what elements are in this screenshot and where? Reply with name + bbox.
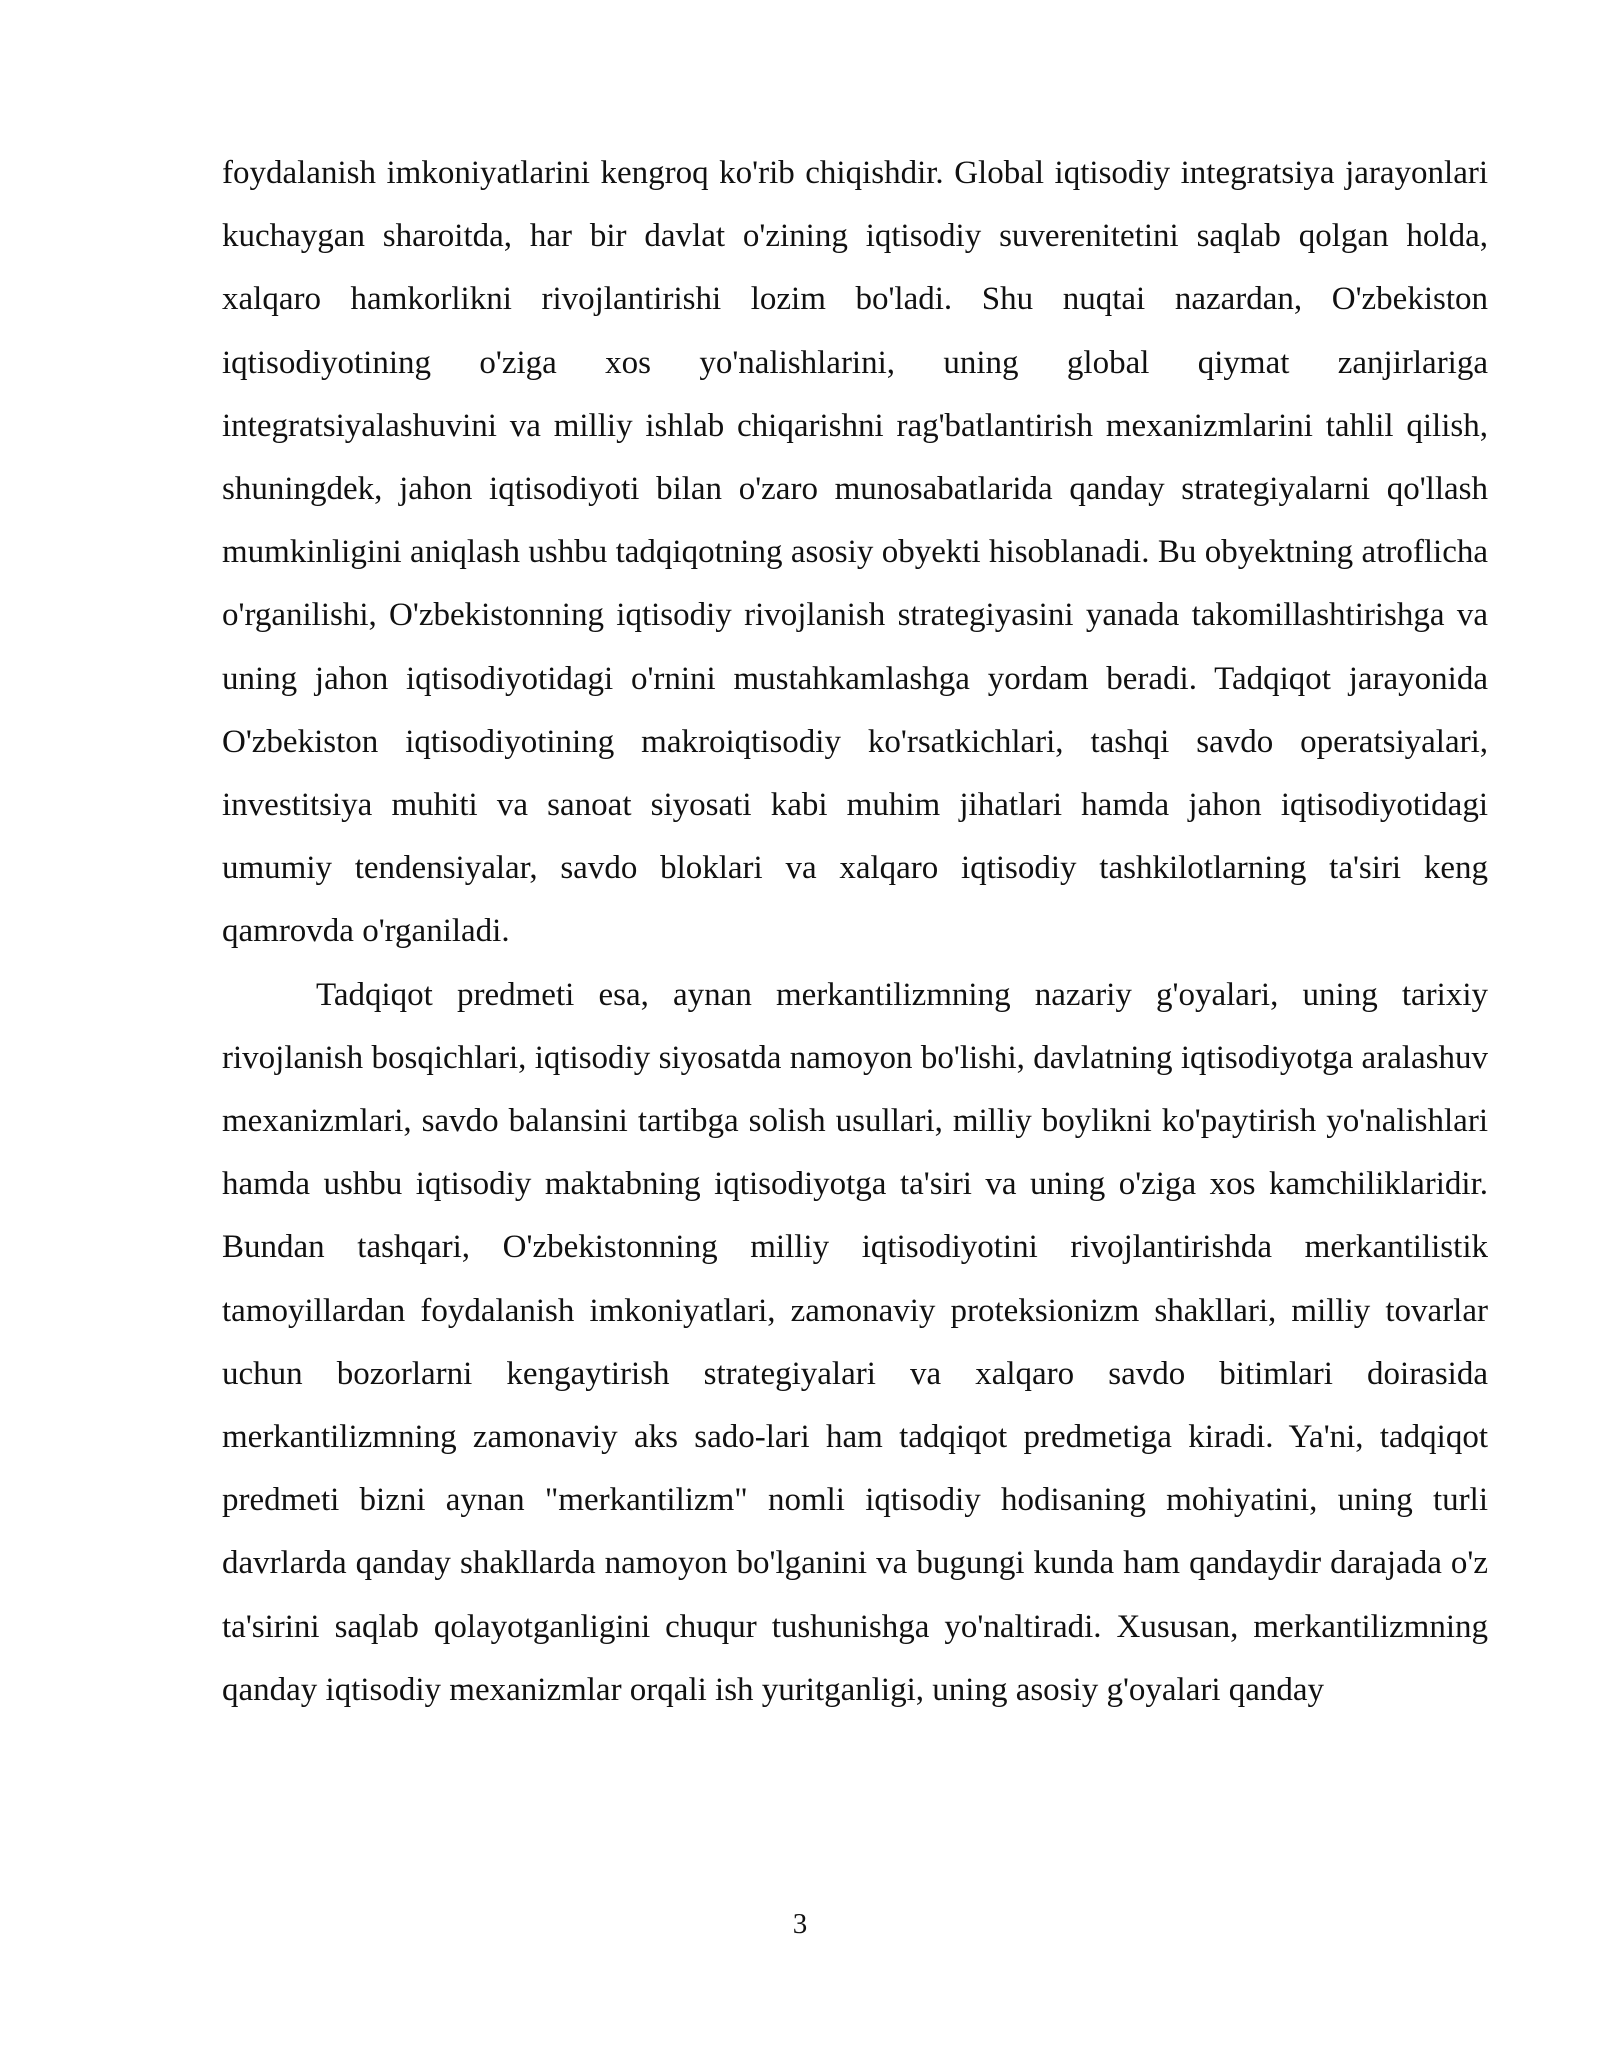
paragraph-research-subject: Tadqiqot predmeti esa, aynan merkantilizmning nazariy g'oyalari, uning tarixiy rivojlanish bosqichlari, iqtisodiy siyosatda namoyon bo'lishi, davlatning iqtisodiyotga aralashuv mexanizmlari, savdo balansini tartibga solish usullari, milliy boylikni ko'paytirish yo'nalishlari hamda ushbu iqtisodiy maktabning iqtisodiyotga ta'siri va uning o'ziga xos kamchiliklaridir. Bundan tashqari, O'zbekistonning milliy iqtisodiyotini rivojlantirishda merkantilistik tamoyillardan foydalanish imkoniyatlari, zamonaviy proteksionizm shakllari, milliy tovarlar uchun bozorlarni kengaytirish strategiyalari va xalqaro savdo bitimlari doirasida merkantilizmning zamonaviy aks sado-lari ham tadqiqot predmetiga kiradi. Ya'ni, tadqiqot predmeti bizni aynan "merkantilizm" nomli iqtisodiy hodisaning mohiyatini, uning turli davrlarda qanday shakllarda namoyon bo'lganini va bugungi kunda ham qandaydir darajada o'z ta'sirini saqlab qolayotganligini chuqur tushunishga yo'naltiradi. Xususan, merkantilizmning qanday iqtisodiy mexanizmlar orqali ish yuritganligi, uning asosiy g'oyalari qanday [222, 976, 1488, 1708]
paragraph-continuation: foydalanish imkoniyatlarini kengroq ko'rib chiqishdir. Global iqtisodiy integratsiya jarayonlari kuchaygan sharoitda, har bir davlat o'zining iqtisodiy suverenitetini saqlab qolgan holda, xalqaro hamkorlikni rivojlantirishi lozim bo'ladi. Shu nuqtai nazardan, O'zbekiston iqtisodiyotining o'ziga xos yo'nalishlarini, uning global qiymat zanjirlariga integratsiyalashuvini va milliy ishlab chiqarishni rag'batlantirish mexanizmlarini tahlil qilish, shuningdek, jahon iqtisodiyoti bilan o'zaro munosabatlarida qanday strategiyalarni qo'llash mumkinligini aniqlash ushbu tadqiqotning asosiy obyekti hisoblanadi. Bu obyektning atroflicha o'rganilishi, O'zbekistonning iqtisodiy rivojlanish strategiyasini yanada takomillashtirishga va uning jahon iqtisodiyotidagi o'rnini mustahkamlashga yordam beradi. Tadqiqot jarayonida O'zbekiston iqtisodiyotining makroiqtisodiy ko'rsatkichlari, tashqi savdo operatsiyalari, investitsiya muhiti va sanoat siyosati kabi muhim jihatlari hamda jahon iqtisodiyotidagi umumiy tendensiyalar, savdo bloklari va xalqaro iqtisodiy tashkilotlarning ta'siri keng qamrovda o'rganiladi. [222, 155, 1488, 950]
page-number: 3 [792, 1908, 808, 1940]
body-text [222, 142, 1488, 1722]
